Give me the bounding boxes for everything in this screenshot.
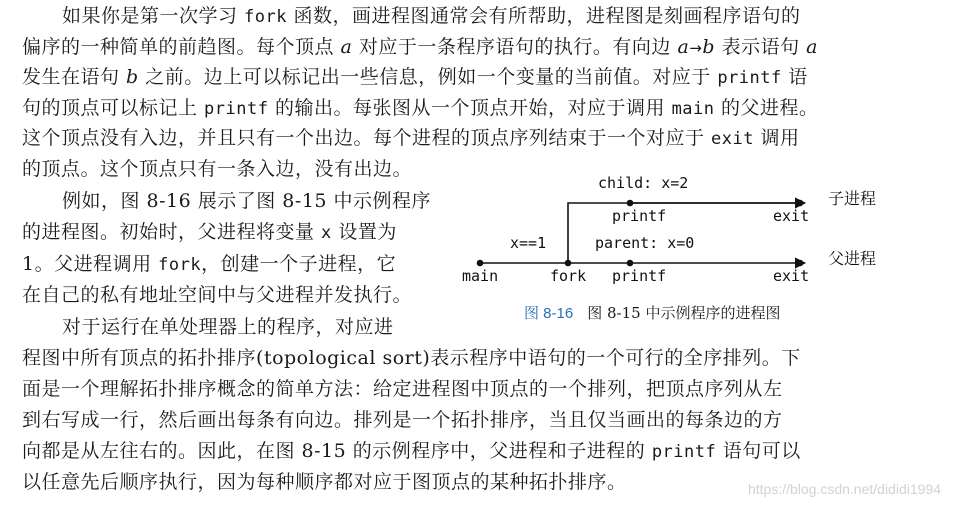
text: 函数，画进程图通常会有所帮助，进程图是刻画程序语句的 bbox=[287, 5, 801, 27]
p1-line5 bbox=[22, 124, 800, 153]
vertex-parent-printf bbox=[627, 260, 634, 267]
p3-line6: 以任意先后顺序执行，因为每种顺序都对应于图顶点的某种拓扑排序。 bbox=[22, 471, 627, 493]
text: 设置为 bbox=[331, 221, 397, 243]
text: 发生在语句 bbox=[22, 66, 127, 88]
text: 句的顶点可以标记上 bbox=[22, 97, 205, 119]
p2-line4: 在自己的私有地址空间中与父进程并发执行。 bbox=[22, 284, 413, 306]
var-b: b bbox=[702, 36, 716, 58]
code-printf: printf bbox=[717, 68, 782, 88]
vertex-fork bbox=[565, 260, 572, 267]
text: 对应于一条程序语句的执行。有向边 bbox=[352, 36, 678, 58]
code-x: x bbox=[321, 223, 332, 243]
text: 表示语句 bbox=[715, 36, 807, 58]
code-exit: exit bbox=[711, 129, 754, 149]
parent-edge-label: parent: x=0 bbox=[595, 234, 695, 252]
parent-process-label: 父进程 bbox=[828, 249, 877, 268]
text: 如果你是第一次学习 bbox=[62, 5, 245, 27]
code-fork: fork bbox=[244, 7, 287, 27]
text: 的父进程。 bbox=[714, 97, 819, 119]
text: 语句可以 bbox=[716, 440, 801, 462]
p1-line3 bbox=[22, 63, 808, 92]
vertex-child-exit bbox=[797, 200, 804, 207]
main-label: main bbox=[462, 267, 499, 285]
child-edge-label: child: x=2 bbox=[598, 174, 689, 192]
p1-line4 bbox=[22, 94, 819, 123]
text: 调用 bbox=[754, 127, 800, 149]
p2-line1: 例如，图 8-16 展示了图 8-15 中示例程序 bbox=[62, 190, 432, 212]
var-a: a bbox=[806, 36, 818, 58]
text: 语 bbox=[781, 66, 808, 88]
parent-pre-label: x==1 bbox=[510, 234, 547, 252]
arrow-icon: → bbox=[689, 39, 703, 57]
text: 程图中所有顶点的 bbox=[22, 347, 179, 369]
term: 拓扑排序 bbox=[178, 347, 257, 369]
vertex-parent-exit bbox=[797, 260, 804, 267]
watermark: https://blog.csdn.net/dididi1994 bbox=[747, 481, 941, 497]
child-process-label: 子进程 bbox=[828, 189, 877, 208]
p1-line1 bbox=[62, 2, 801, 31]
vertex-main bbox=[477, 260, 484, 267]
code-fork: fork bbox=[158, 255, 202, 275]
p3-line2 bbox=[22, 344, 801, 372]
text: 向都是从左往右的。因此，在图 8-15 的示例程序中，父进程和子进程的 bbox=[22, 440, 652, 462]
p3-line3: 面是一个理解拓扑排序概念的简单方法：给定进程图中顶点的一个排列，把顶点序列从左 bbox=[22, 378, 783, 400]
parent-exit-label: exit bbox=[773, 267, 810, 285]
caption-text: 图 8-15 中示例程序的进程图 bbox=[587, 304, 781, 322]
text: 之前。边上可以标记出一些信息，例如一个变量的当前值。对应于 bbox=[138, 66, 718, 88]
child-exit-label: exit bbox=[773, 207, 810, 225]
child-printf-label: printf bbox=[612, 207, 667, 225]
p3-line5 bbox=[22, 437, 801, 466]
fork-label: fork bbox=[550, 267, 587, 285]
text: 的输出。每张图从一个顶点开始，对应于调用 bbox=[268, 97, 672, 119]
code-printf: printf bbox=[651, 442, 717, 462]
p1-line6: 的顶点。这个顶点只有一条入边，没有出边。 bbox=[22, 158, 413, 180]
text: 这个顶点没有入边，并且只有一个出边。每个进程的顶点序列结束于一个对应于 bbox=[22, 127, 712, 149]
figure-caption bbox=[524, 302, 780, 323]
text: 的进程图。初始时，父进程将变量 bbox=[22, 221, 322, 243]
text: 1。父进程调用 bbox=[22, 253, 159, 275]
code-main: main bbox=[671, 99, 715, 119]
p1-line2 bbox=[22, 33, 818, 62]
var-b: b bbox=[126, 66, 139, 88]
parent-printf-label: printf bbox=[612, 267, 667, 285]
child-edge bbox=[568, 203, 805, 263]
p3-line1: 对于运行在单处理器上的程序，对应进 bbox=[62, 316, 394, 338]
caption-number: 图 8-16 bbox=[524, 305, 574, 322]
text: ，创建一个子进程，它 bbox=[201, 253, 397, 275]
p3-line4: 到右写成一行，然后画出每条有向边。排列是一个拓扑排序，当且仅当画出的每条边的方 bbox=[22, 409, 783, 431]
var-a: a bbox=[677, 36, 690, 58]
p2-line3 bbox=[22, 250, 396, 279]
text: (topological sort)表示程序中语句的一个可行的全序排列。下 bbox=[256, 347, 801, 369]
code-printf: printf bbox=[204, 99, 269, 119]
vertex-child-printf bbox=[627, 200, 634, 207]
var-a: a bbox=[340, 36, 353, 58]
p2-line2 bbox=[22, 218, 397, 247]
text: 偏序的一种简单的前趋图。每个顶点 bbox=[22, 36, 341, 58]
